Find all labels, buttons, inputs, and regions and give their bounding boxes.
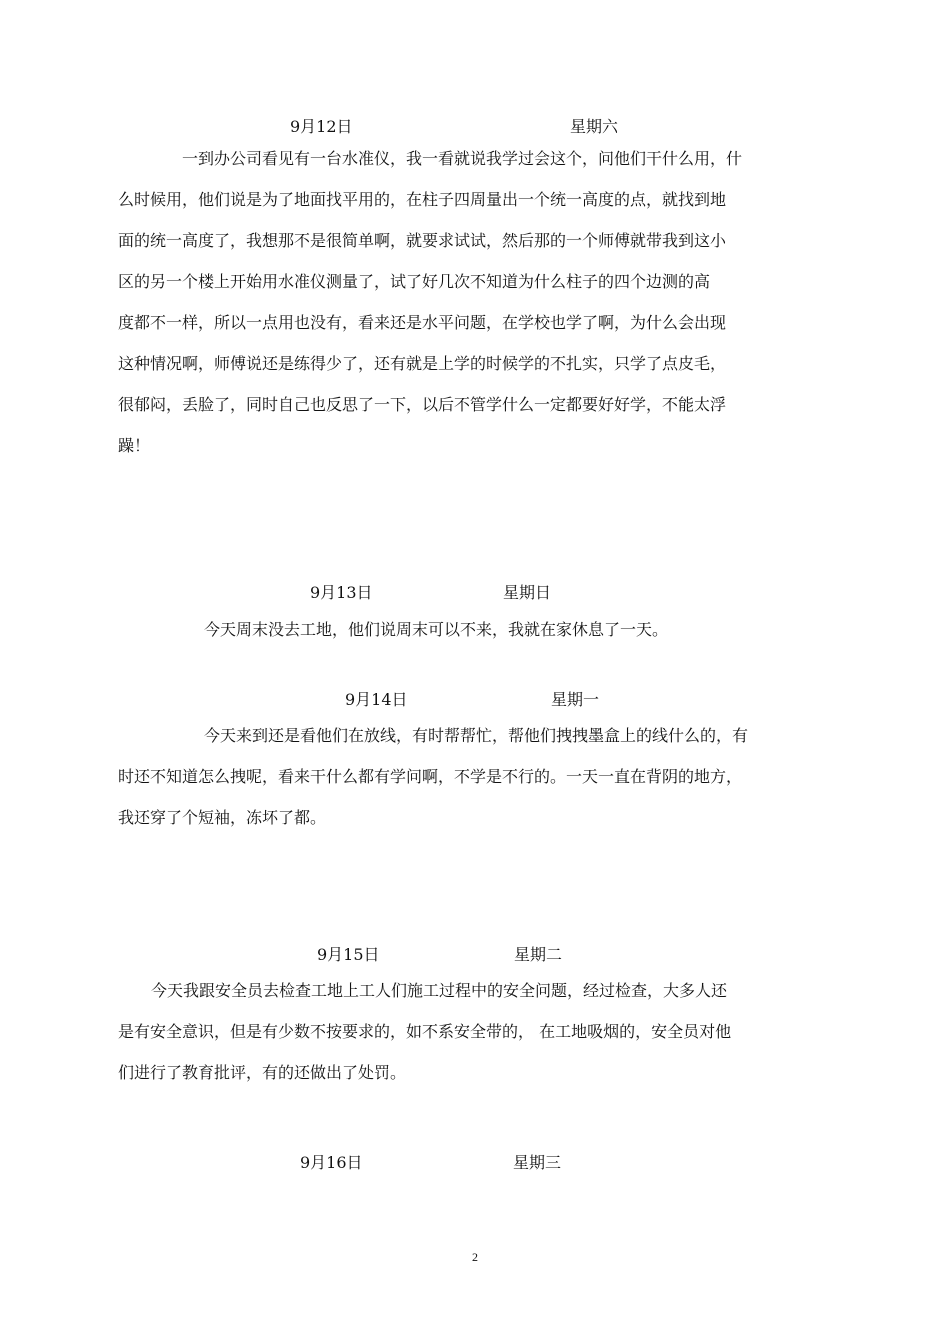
body-line: 面的统一高度了，我想那不是很简单啊，就要求试试，然后那的一个师傅就带我到这小 <box>118 231 727 250</box>
entry-date: 9月16日 <box>300 1153 363 1172</box>
body-line: 这种情况啊，师傅说还是练得少了，还有就是上学的时候学的不扎实，只学了点皮毛， <box>118 354 727 373</box>
body-line: 们进行了教育批评，有的还做出了处罚。 <box>118 1063 407 1082</box>
body-line: 我还穿了个短袖，冻坏了都。 <box>118 808 327 827</box>
body-line: 今天周末没去工地，他们说周末可以不来，我就在家休息了一天。 <box>204 620 669 639</box>
entry-body <box>118 715 838 838</box>
entry-weekday: 星期一 <box>551 690 600 709</box>
entry-date: 9月12日 <box>290 117 353 136</box>
entry-weekday: 星期六 <box>570 117 619 136</box>
entry-date: 9月13日 <box>310 583 373 602</box>
body-line: 时还不知道怎么拽呢，看来干什么都有学问啊，不学是不行的。一天一直在背阴的地方， <box>118 767 743 786</box>
body-line: 躁！ <box>118 436 151 455</box>
entry-body <box>118 609 838 650</box>
body-line: 今天我跟安全员去检查工地上工人们施工过程中的安全问题，经过检查，大多人还 <box>151 981 728 1000</box>
entry-body <box>118 970 838 1093</box>
body-line: 是有安全意识，但是有少数不按要求的，如不系安全带的， 在工地吸烟的，安全员对他 <box>118 1022 732 1041</box>
entry-date: 9月15日 <box>317 945 380 964</box>
entry-weekday: 星期二 <box>514 945 563 964</box>
body-line: 么时候用，他们说是为了地面找平用的，在柱子四周量出一个统一高度的点，就找到地 <box>118 190 727 209</box>
body-line: 度都不一样，所以一点用也没有，看来还是水平问题，在学校也学了啊，为什么会出现 <box>118 313 727 332</box>
body-line: 区的另一个楼上开始用水准仪测量了，试了好几次不知道为什么柱子的四个边测的高 <box>118 272 711 291</box>
page-number: 2 <box>472 1250 478 1264</box>
entry-date: 9月14日 <box>345 690 408 709</box>
body-line: 一到办公司看见有一台水准仪，我一看就说我学过会这个，问他们干什么用，什 <box>182 149 743 168</box>
body-line: 今天来到还是看他们在放线，有时帮帮忙，帮他们拽拽墨盒上的线什么的，有 <box>204 726 749 745</box>
body-line: 很郁闷，丢脸了，同时自己也反思了一下，以后不管学什么一定都要好好学，不能太浮 <box>118 395 727 414</box>
entry-body <box>118 138 838 466</box>
entry-weekday: 星期日 <box>503 583 552 602</box>
entry-weekday: 星期三 <box>513 1153 562 1172</box>
